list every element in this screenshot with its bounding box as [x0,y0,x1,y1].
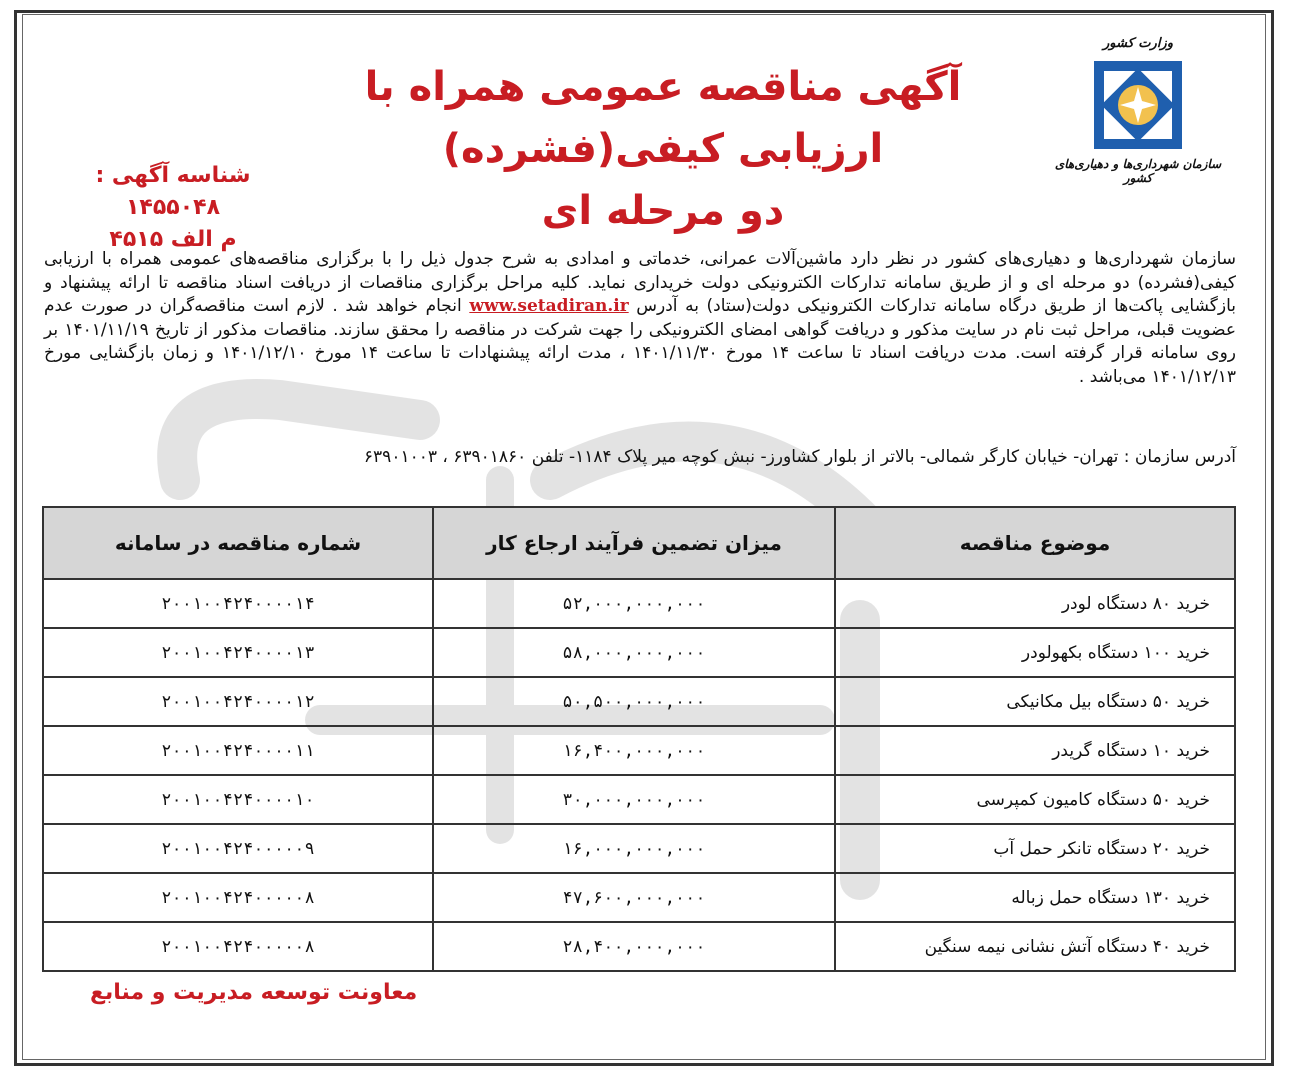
body-part-2: انجام خواهد شد . لازم است مناقصه‌گران در صورت عدم عضویت قبلی، مراحل ثبت نام در سایت مذکور و دریافت گواهی امضای الکترونیکی را جهت شرکت در مناقصه را محقق سازند. مناقصات مذکور از تاریخ ۱۴۰۱/۱۱/۱۹ بر روی سامانه قرار گرفته است. مدت دریافت اسناد تا ساعت ۱۴ مورخ ۱۴۰۱/۱۱/۳۰ ، مدت ارائه پیشنهادات تا ساعت ۱۴ مورخ ۱۴۰۱/۱۲/۱۰ و زمان بازگشایی مورخ ۱۴۰۱/۱۲/۱۳ می‌باشد . [44,296,1237,387]
table-row [43,579,1235,628]
cell-tender-number: ۲۰۰۱۰۰۴۲۴۰۰۰۰۱۴ [43,579,433,628]
footer-signature: معاونت توسعه مدیریت و منابع [90,980,418,1005]
cell-tender-number: ۲۰۰۱۰۰۴۲۴۰۰۰۰۱۲ [43,677,433,726]
announcement-body [44,248,1236,389]
cell-tender-number: ۲۰۰۱۰۰۴۲۴۰۰۰۰۱۰ [43,775,433,824]
table-row [43,922,1235,971]
table-row [43,628,1235,677]
emblem-icon [1090,57,1186,153]
cell-guarantee: ۱۶,۰۰۰,۰۰۰,۰۰۰ [433,824,835,873]
header-tender-number: شماره مناقصه در سامانه [43,507,433,579]
page-title [290,56,1036,242]
body-part-1: سازمان شهرداری‌ها و دهیاری‌های کشور در نظر دارد ماشین‌آلات عمرانی، خدماتی و امدادی به شرح جدول ذیل را با برگزاری مناقصه‌های عمومی همراه با ارزیابی کیفی(فشرده) دو مرحله ای و از طریق سامانه تدارکات الکترونیکی دولت خریداری نماید. کلیه مراحل برگزاری مناقصات از دریافت اسناد مناقصه تا ارائه پیشنهاد و بازگشایی پاکت‌ها از طریق درگاه سامانه تدارکات الکترونیکی دولت(ستاد) به آدرس [44,249,1236,316]
table-row [43,726,1235,775]
title-line-2: دو مرحله ای [541,188,785,234]
logo-bottom-text: سازمان شهرداری‌ها و دهیاری‌های کشور [1054,157,1222,185]
cell-subject: خرید ۴۰ دستگاه آتش نشانی نیمه سنگین [835,922,1235,971]
header-subject: موضوع مناقصه [835,507,1235,579]
table-row [43,873,1235,922]
cell-tender-number: ۲۰۰۱۰۰۴۲۴۰۰۰۰۰۹ [43,824,433,873]
cell-subject: خرید ۵۰ دستگاه کامیون کمپرسی [835,775,1235,824]
cell-tender-number: ۲۰۰۱۰۰۴۲۴۰۰۰۰۱۱ [43,726,433,775]
logo-top-text: وزارت کشور [1103,36,1173,51]
cell-guarantee: ۳۰,۰۰۰,۰۰۰,۰۰۰ [433,775,835,824]
cell-guarantee: ۲۸,۴۰۰,۰۰۰,۰۰۰ [433,922,835,971]
ad-id-line-2: م الف ۴۵۱۵ [109,227,237,252]
cell-tender-number: ۲۰۰۱۰۰۴۲۴۰۰۰۰۱۳ [43,628,433,677]
table-row [43,677,1235,726]
cell-guarantee: ۴۷,۶۰۰,۰۰۰,۰۰۰ [433,873,835,922]
ad-identifier [48,160,298,256]
table-row [43,824,1235,873]
cell-subject: خرید ۱۰۰ دستگاه بکهولودر [835,628,1235,677]
cell-subject: خرید ۱۳۰ دستگاه حمل زباله [835,873,1235,922]
table-header-row [43,507,1235,579]
header-guarantee: میزان تضمین فرآیند ارجاع کار [433,507,835,579]
setadiran-link[interactable]: www.setadiran.ir [469,296,629,316]
cell-subject: خرید ۱۰ دستگاه گریدر [835,726,1235,775]
tenders-table [42,506,1236,972]
cell-subject: خرید ۲۰ دستگاه تانکر حمل آب [835,824,1235,873]
cell-guarantee: ۵۲,۰۰۰,۰۰۰,۰۰۰ [433,579,835,628]
title-line-1: آگهی مناقصه عمومی همراه با ارزیابی کیفی(فشرده) [364,64,962,172]
cell-guarantee: ۱۶,۴۰۰,۰۰۰,۰۰۰ [433,726,835,775]
cell-tender-number: ۲۰۰۱۰۰۴۲۴۰۰۰۰۰۸ [43,873,433,922]
cell-subject: خرید ۸۰ دستگاه لودر [835,579,1235,628]
table-row [43,775,1235,824]
cell-guarantee: ۵۸,۰۰۰,۰۰۰,۰۰۰ [433,628,835,677]
ad-id-line-1: شناسه آگهی : ۱۴۵۵۰۴۸ [95,163,251,220]
cell-tender-number: ۲۰۰۱۰۰۴۲۴۰۰۰۰۰۸ [43,922,433,971]
ministry-logo [1048,36,1228,206]
cell-subject: خرید ۵۰ دستگاه بیل مکانیکی [835,677,1235,726]
cell-guarantee: ۵۰,۵۰۰,۰۰۰,۰۰۰ [433,677,835,726]
organization-address: آدرس سازمان : تهران- خیابان کارگر شمالی- بالاتر از بلوار کشاورز- نبش کوچه میر پلاک ۱۱۸۴- تلفن ۶۳۹۰۱۸۶۰ ، ۶۳۹۰۱۰۰۳ [363,447,1236,467]
